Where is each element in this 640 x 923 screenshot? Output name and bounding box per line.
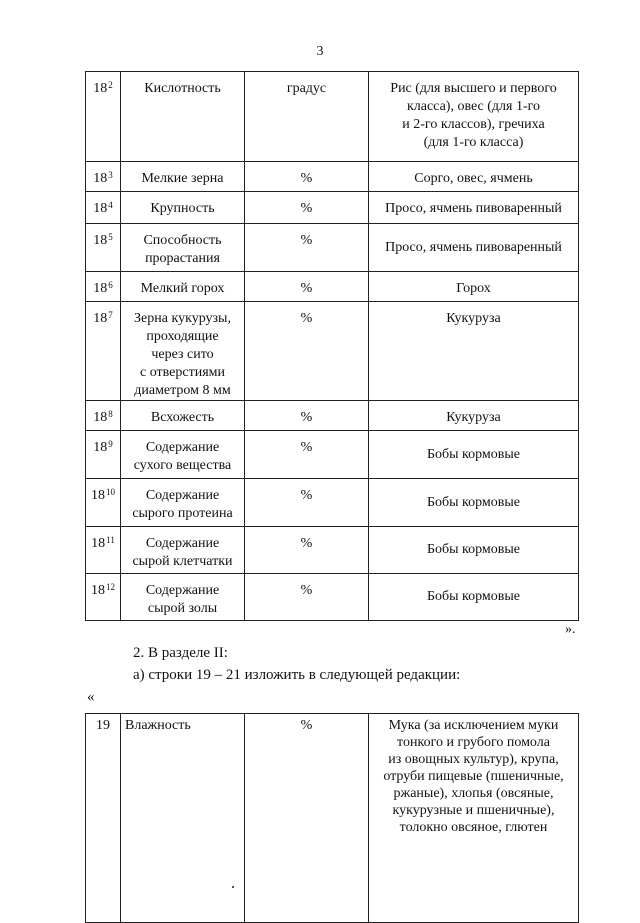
row-number-base: 18 xyxy=(91,583,105,598)
crop-list: Кукуруза xyxy=(369,302,579,401)
row-number xyxy=(86,224,121,272)
table-row xyxy=(86,224,579,272)
row-number-base: 18 xyxy=(91,488,105,503)
indicator-name: Кислотность xyxy=(121,72,245,162)
table-row xyxy=(86,72,579,162)
scan-speck xyxy=(232,886,234,888)
crop-list: Горох xyxy=(369,272,579,302)
unit: % xyxy=(245,224,369,272)
row-number-superscript: 8 xyxy=(108,409,113,419)
row-number-base: 18 xyxy=(93,410,108,425)
row-number-superscript: 11 xyxy=(106,535,115,545)
row-number-base: 18 xyxy=(93,281,108,296)
unit: % xyxy=(245,574,369,621)
row-number xyxy=(86,574,121,621)
row-number xyxy=(86,272,121,302)
table-row xyxy=(86,192,579,224)
row-number xyxy=(86,401,121,431)
row-number-superscript: 4 xyxy=(108,200,113,210)
row-number xyxy=(86,479,121,527)
row-number-superscript: 7 xyxy=(108,310,113,320)
indicator-name: Зерна кукурузы, проходящие через сито с отверстиями диаметром 8 мм xyxy=(121,302,245,401)
unit: % xyxy=(245,479,369,527)
row-number-base: 18 xyxy=(93,201,108,216)
crop-list: Бобы кормовые xyxy=(369,574,579,621)
table-row xyxy=(86,574,579,621)
indicator-name: Содержание сухого вещества xyxy=(121,431,245,479)
table-row xyxy=(86,162,579,192)
row-number-base: 18 xyxy=(91,536,106,551)
indicator-name: Мелкие зерна xyxy=(121,162,245,192)
row-number xyxy=(86,431,121,479)
row-number-base: 18 xyxy=(93,440,108,455)
unit: градус xyxy=(245,72,369,162)
row-number-superscript: 12 xyxy=(106,582,115,592)
indicators-table xyxy=(85,71,579,621)
table-row xyxy=(86,302,579,401)
indicator-name: Содержание сырой золы xyxy=(121,574,245,621)
indicator-name: Способность прорастания xyxy=(121,224,245,272)
section-heading: 2. В разделе II: xyxy=(133,645,228,661)
unit: % xyxy=(245,527,369,574)
indicator-name: Мелкий горох xyxy=(121,272,245,302)
row-number-base: 18 xyxy=(93,311,108,326)
unit: % xyxy=(245,302,369,401)
crop-list: Рис (для высшего и первого класса), овес (для 1-го и 2-го классов), гречиха (для 1-го класса) xyxy=(369,72,579,162)
row-number-superscript: 3 xyxy=(108,170,113,180)
row-number xyxy=(86,72,121,162)
unit: % xyxy=(245,431,369,479)
indicator-name: Содержание сырой клетчатки xyxy=(121,527,245,574)
row-number xyxy=(86,302,121,401)
crop-list: Мука (за исключением муки тонкого и грубого помола из овощных культур), крупа, отруби пищевые (пшеничные, ржаные), хлопья (овсяные, кукурузные и пшеничные), толокно овсяное, глютен xyxy=(369,714,579,923)
row-number-superscript: 5 xyxy=(108,232,113,242)
row-number: 19 xyxy=(86,714,121,923)
opening-quote: « xyxy=(87,689,95,705)
crop-list: Бобы кормовые xyxy=(369,431,579,479)
table-row xyxy=(86,431,579,479)
row-number-superscript: 9 xyxy=(108,439,113,449)
row-number xyxy=(86,192,121,224)
row-number-base: 18 xyxy=(93,233,108,248)
table-row xyxy=(86,714,579,923)
unit: % xyxy=(245,192,369,224)
row-number-superscript: 6 xyxy=(108,280,113,290)
subpoint-text: а) строки 19 – 21 изложить в следующей редакции: xyxy=(133,667,461,683)
row-number-superscript: 10 xyxy=(106,487,115,497)
crop-list: Бобы кормовые xyxy=(369,527,579,574)
row-number xyxy=(86,527,121,574)
closing-quote: ». xyxy=(565,622,576,637)
row-number-base: 18 xyxy=(93,81,108,96)
moisture-table xyxy=(85,713,579,923)
row-number-superscript: 2 xyxy=(108,80,113,90)
crop-list: Бобы кормовые xyxy=(369,479,579,527)
unit: % xyxy=(245,162,369,192)
crop-list: Кукуруза xyxy=(369,401,579,431)
indicator-name: Влажность xyxy=(121,714,245,923)
page-number: 3 xyxy=(316,44,324,59)
crop-list: Просо, ячмень пивоваренный xyxy=(369,192,579,224)
row-number xyxy=(86,162,121,192)
table-row xyxy=(86,401,579,431)
crop-list: Сорго, овес, ячмень xyxy=(369,162,579,192)
indicator-name: Всхожесть xyxy=(121,401,245,431)
row-number-base: 18 xyxy=(93,171,108,186)
table-row xyxy=(86,272,579,302)
unit: % xyxy=(245,401,369,431)
table-row xyxy=(86,527,579,574)
table-row xyxy=(86,479,579,527)
indicator-name: Содержание сырого протеина xyxy=(121,479,245,527)
indicator-name: Крупность xyxy=(121,192,245,224)
crop-list: Просо, ячмень пивоваренный xyxy=(369,224,579,272)
unit: % xyxy=(245,272,369,302)
unit: % xyxy=(245,714,369,923)
